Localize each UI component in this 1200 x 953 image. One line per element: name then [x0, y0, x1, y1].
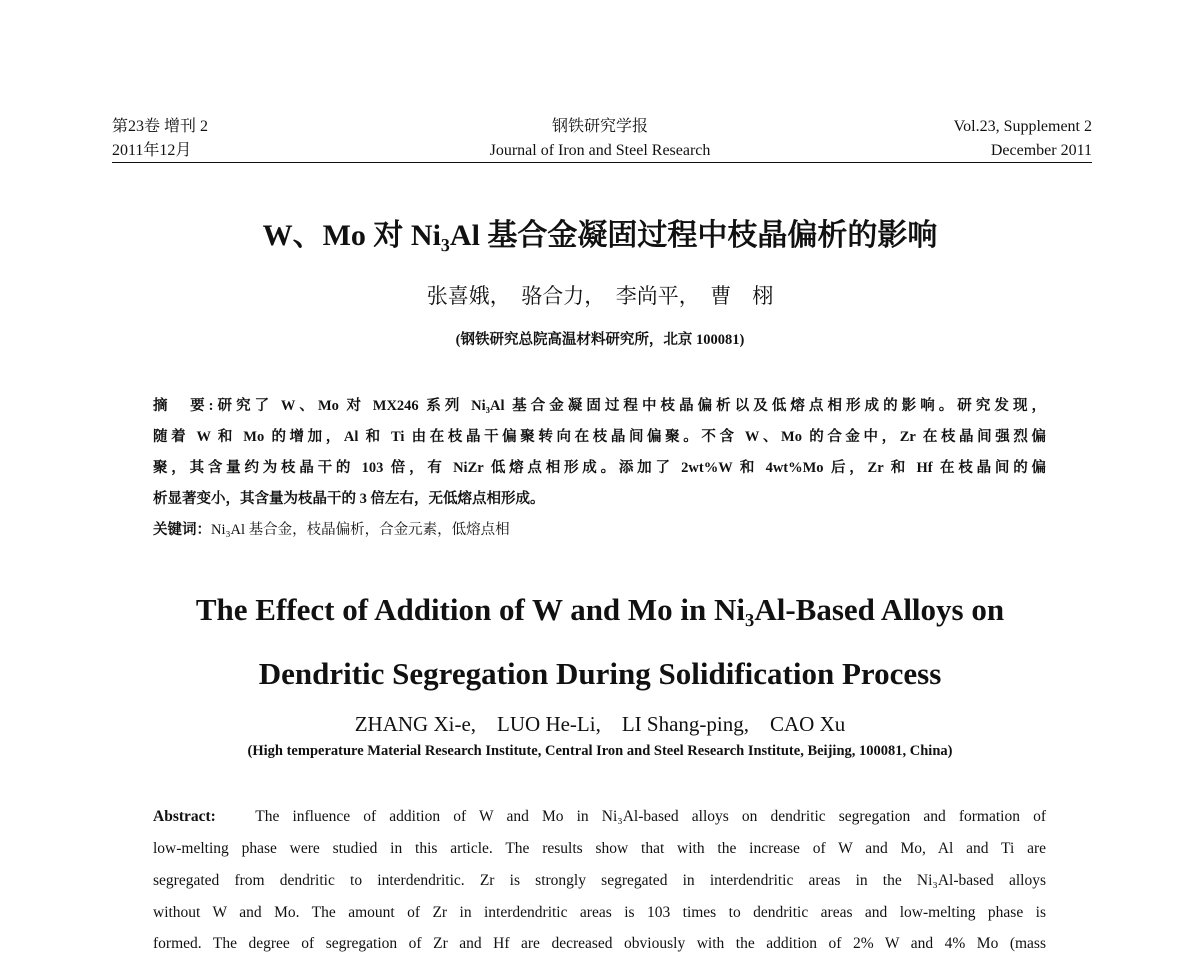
cn-affiliation: (钢铁研究总院高温材料研究所，北京 100081) — [455, 332, 745, 348]
journal-name-cn: 钢铁研究学报 — [551, 118, 648, 135]
cn-abstract-line: 析显著变小，其含量为枝晶干的 3 倍左右，无低熔点相形成。 — [153, 491, 545, 507]
cn-keywords-label: 关键词： — [153, 522, 211, 538]
cn-authors: 张喜娥， 骆合力， 李尚平， 曹 栩 — [426, 284, 774, 308]
issue-date-cn: 2011年12月 — [112, 142, 192, 159]
volume-info: 第23卷 增刊 2 — [112, 118, 209, 135]
en-abstract-line: formed. The degree of segregation of Zr and Hf are decreased obviously with the addition of 2% W and 4% Mo (mass — [153, 935, 1046, 952]
journal-name-en: Journal of Iron and Steel Research — [489, 142, 711, 159]
en-title-line1: The Effect of Addition of W and Mo in Ni₃Al-Based Alloys on — [195, 592, 1005, 627]
en-abstract-line: without W and Mo. The amount of Zr in interdendritic areas is 103 times to dendritic areas and low-melting phase is — [153, 904, 1046, 921]
en-abstract-label: Abstract: — [153, 808, 216, 825]
en-abstract-line: Abstract: The influence of addition of W and Mo in Ni₃Al-based alloys on dendritic segregation and formation of — [153, 808, 1046, 825]
header-rule — [112, 162, 1092, 163]
en-authors: ZHANG Xi-e, LUO He-Li, LI Shang-ping, CAO Xu — [354, 712, 846, 736]
en-abstract-line: low-melting phase were studied in this article. The results show that with the increase of W and Mo, Al and Ti are — [153, 840, 1046, 857]
cn-abstract-line: 随着 W 和 Mo 的增加，Al 和 Ti 由在枝晶干偏聚转向在枝晶间偏聚。不含 W、Mo 的合金中，Zr 在枝晶间强烈偏 — [153, 429, 1046, 445]
cn-abstract-line: 摘 要:研究了 W、Mo 对 MX246 系列 Ni₃Al 基合金凝固过程中枝晶偏析以及低熔点相形成的影响。研究发现， — [153, 398, 1046, 414]
en-abstract-line: segregated from dendritic to interdendritic. Zr is strongly segregated in interdendritic areas in the Ni₃Al-based alloys — [153, 872, 1046, 889]
volume-info-en: Vol.23, Supplement 2 — [953, 118, 1092, 135]
issue-date-en: December 2011 — [990, 142, 1092, 159]
cn-abstract-line: 聚，其含量约为枝晶干的 103 倍，有 NiZr 低熔点相形成。添加了 2wt%W 和 4wt%Mo 后，Zr 和 Hf 在枝晶间的偏 — [153, 460, 1046, 476]
cn-abstract-label: 摘 要: — [153, 398, 214, 414]
cn-title: W、Mo 对 Ni₃Al 基合金凝固过程中枝晶偏析的影响 — [262, 219, 938, 252]
cn-keywords: 关键词：Ni₃Al 基合金，枝晶偏析，合金元素，低熔点相 — [153, 522, 510, 538]
en-title-line2: Dendritic Segregation During Solidification Process — [258, 656, 942, 691]
en-affiliation: (High temperature Material Research Institute, Central Iron and Steel Research Institute, Beijing, 100081, China) — [247, 743, 953, 759]
